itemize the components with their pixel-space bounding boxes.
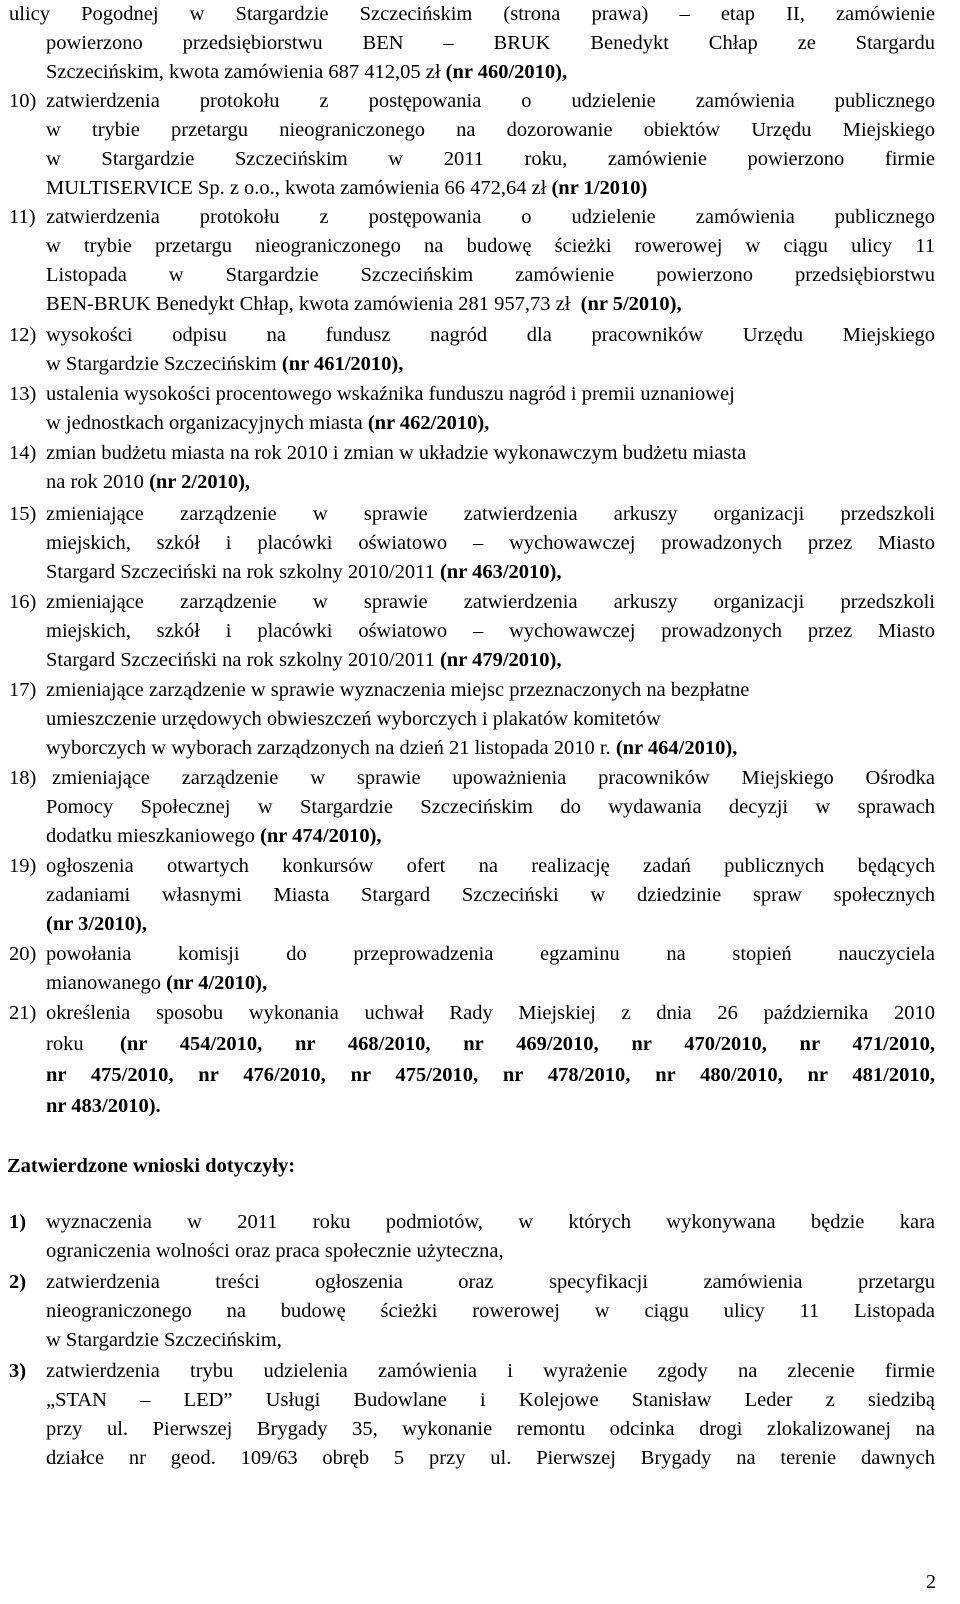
list-item: 17) zmieniające zarządzenie w sprawie wyznaczenia miejsc przeznaczonych na bezpłatne — [9, 679, 750, 701]
list-item: 13) ustalenia wysokości procentowego wskaźnika funduszu nagród i premii uznaniowej — [9, 383, 735, 405]
list-item: 16) zmieniające zarządzenie w sprawie zatwierdzenia arkuszy organizacji przedszkoli — [9, 591, 935, 613]
text-line: Pomocy Społecznej w Stargardzie Szczecińskim do wydawania decyzji w sprawach — [46, 796, 935, 818]
text-line: miejskich, szkół i placówki oświatowo – wychowawczej prowadzonych przez Miasto — [46, 532, 935, 554]
text-line: w Stargardzie Szczecińskim, — [46, 1329, 282, 1351]
text-line: ulicy Pogodnej w Stargardzie Szczecińskim (strona prawa) – etap II, zamówienie — [9, 3, 935, 25]
text-line: w Stargardzie Szczecińskim (nr 461/2010), — [46, 353, 404, 375]
list-item: 10) zatwierdzenia protokołu z postępowania o udzielenie zamówienia publicznego — [9, 90, 935, 112]
text-line: wyborczych w wyborach zarządzonych na dzień 21 listopada 2010 r. (nr 464/2010), — [46, 737, 738, 759]
text-line: dodatku mieszkaniowego (nr 474/2010), — [46, 825, 382, 847]
list-item: 19) ogłoszenia otwartych konkursów ofert na realizację zadań publicznych będących — [9, 855, 935, 877]
list-item: 1) wyznaczenia w 2011 roku podmiotów, w których wykonywana będzie kara — [9, 1211, 935, 1233]
text-line: „STAN – LED” Usługi Budowlane i Kolejowe Stanisław Leder z siedzibą — [46, 1389, 935, 1411]
text-line: MULTISERVICE Sp. z o.o., kwota zamówienia 66 472,64 zł (nr 1/2010) — [46, 177, 648, 199]
text-line: nr 483/2010). — [46, 1095, 161, 1117]
list-item: 20) powołania komisji do przeprowadzenia egzaminu na stopień nauczyciela — [9, 943, 935, 965]
page-number: 2 — [926, 1571, 936, 1593]
list-item: 15) zmieniające zarządzenie w sprawie zatwierdzenia arkuszy organizacji przedszkoli — [9, 503, 935, 525]
list-item: 2) zatwierdzenia treści ogłoszenia oraz specyfikacji zamówienia przetargu — [9, 1271, 935, 1293]
text-line: Stargard Szczeciński na rok szkolny 2010/2011 (nr 463/2010), — [46, 561, 562, 583]
list-item: 3) zatwierdzenia trybu udzielenia zamówienia i wyrażenie zgody na zlecenie firmie — [9, 1360, 935, 1382]
text-line: w Stargardzie Szczecińskim w 2011 roku, zamówienie powierzono firmie — [46, 148, 935, 170]
text-line: nr 475/2010, nr 476/2010, nr 475/2010, nr 478/2010, nr 480/2010, nr 481/2010, — [46, 1064, 935, 1086]
text-line: na rok 2010 (nr 2/2010), — [46, 471, 251, 493]
list-item: 11) zatwierdzenia protokołu z postępowania o udzielenie zamówienia publicznego — [9, 206, 935, 228]
text-line: przy ul. Pierwszej Brygady 35, wykonanie remontu odcinka drogi zlokalizowanej na — [46, 1418, 935, 1440]
text-line: miejskich, szkół i placówki oświatowo – wychowawczej prowadzonych przez Miasto — [46, 620, 935, 642]
text-line: Szczecińskim, kwota zamówienia 687 412,05 zł (nr 460/2010), — [46, 61, 568, 83]
text-line: w trybie przetargu nieograniczonego na dozorowanie obiektów Urzędu Miejskiego — [46, 119, 935, 141]
text-line: mianowanego (nr 4/2010), — [46, 972, 268, 994]
text-line: zadaniami własnymi Miasta Stargard Szczeciński w dziedzinie spraw społecznych — [46, 884, 935, 906]
text-line: ograniczenia wolności oraz praca społecznie użyteczna, — [46, 1240, 504, 1262]
list-item: 14) zmian budżetu miasta na rok 2010 i zmian w układzie wykonawczym budżetu miasta — [9, 442, 747, 464]
text-line: nieograniczonego na budowę ścieżki rowerowej w ciągu ulicy 11 Listopada — [46, 1300, 935, 1322]
text-line: powierzono przedsiębiorstwu BEN – BRUK Benedykt Chłap ze Stargardu — [46, 32, 935, 54]
text-line: (nr 3/2010), — [46, 913, 147, 935]
list-item: 18) zmieniające zarządzenie w sprawie upoważnienia pracowników Miejskiego Ośrodka — [9, 767, 935, 789]
text-line: roku (nr 454/2010, nr 468/2010, nr 469/2010, nr 470/2010, nr 471/2010, — [46, 1033, 935, 1055]
section-heading: Zatwierdzone wnioski dotyczyły: — [7, 1155, 296, 1177]
text-line: umieszczenie urzędowych obwieszczeń wyborczych i plakatów komitetów — [46, 708, 661, 730]
text-line: BEN-BRUK Benedykt Chłap, kwota zamówienia 281 957,73 zł (nr 5/2010), — [46, 293, 682, 315]
text-line: Stargard Szczeciński na rok szkolny 2010/2011 (nr 479/2010), — [46, 649, 562, 671]
text-line: w trybie przetargu nieograniczonego na budowę ścieżki rowerowej w ciągu ulicy 11 — [46, 235, 935, 257]
list-item: 21) określenia sposobu wykonania uchwał Rady Miejskiej z dnia 26 października 2010 — [9, 1002, 935, 1024]
text-line: Listopada w Stargardzie Szczecińskim zamówienie powierzono przedsiębiorstwu — [46, 264, 935, 286]
text-line: działce nr geod. 109/63 obręb 5 przy ul. Pierwszej Brygady na terenie dawnych — [46, 1447, 935, 1469]
text-line: w jednostkach organizacyjnych miasta (nr 462/2010), — [46, 412, 490, 434]
list-item: 12) wysokości odpisu na fundusz nagród dla pracowników Urzędu Miejskiego — [9, 324, 935, 346]
